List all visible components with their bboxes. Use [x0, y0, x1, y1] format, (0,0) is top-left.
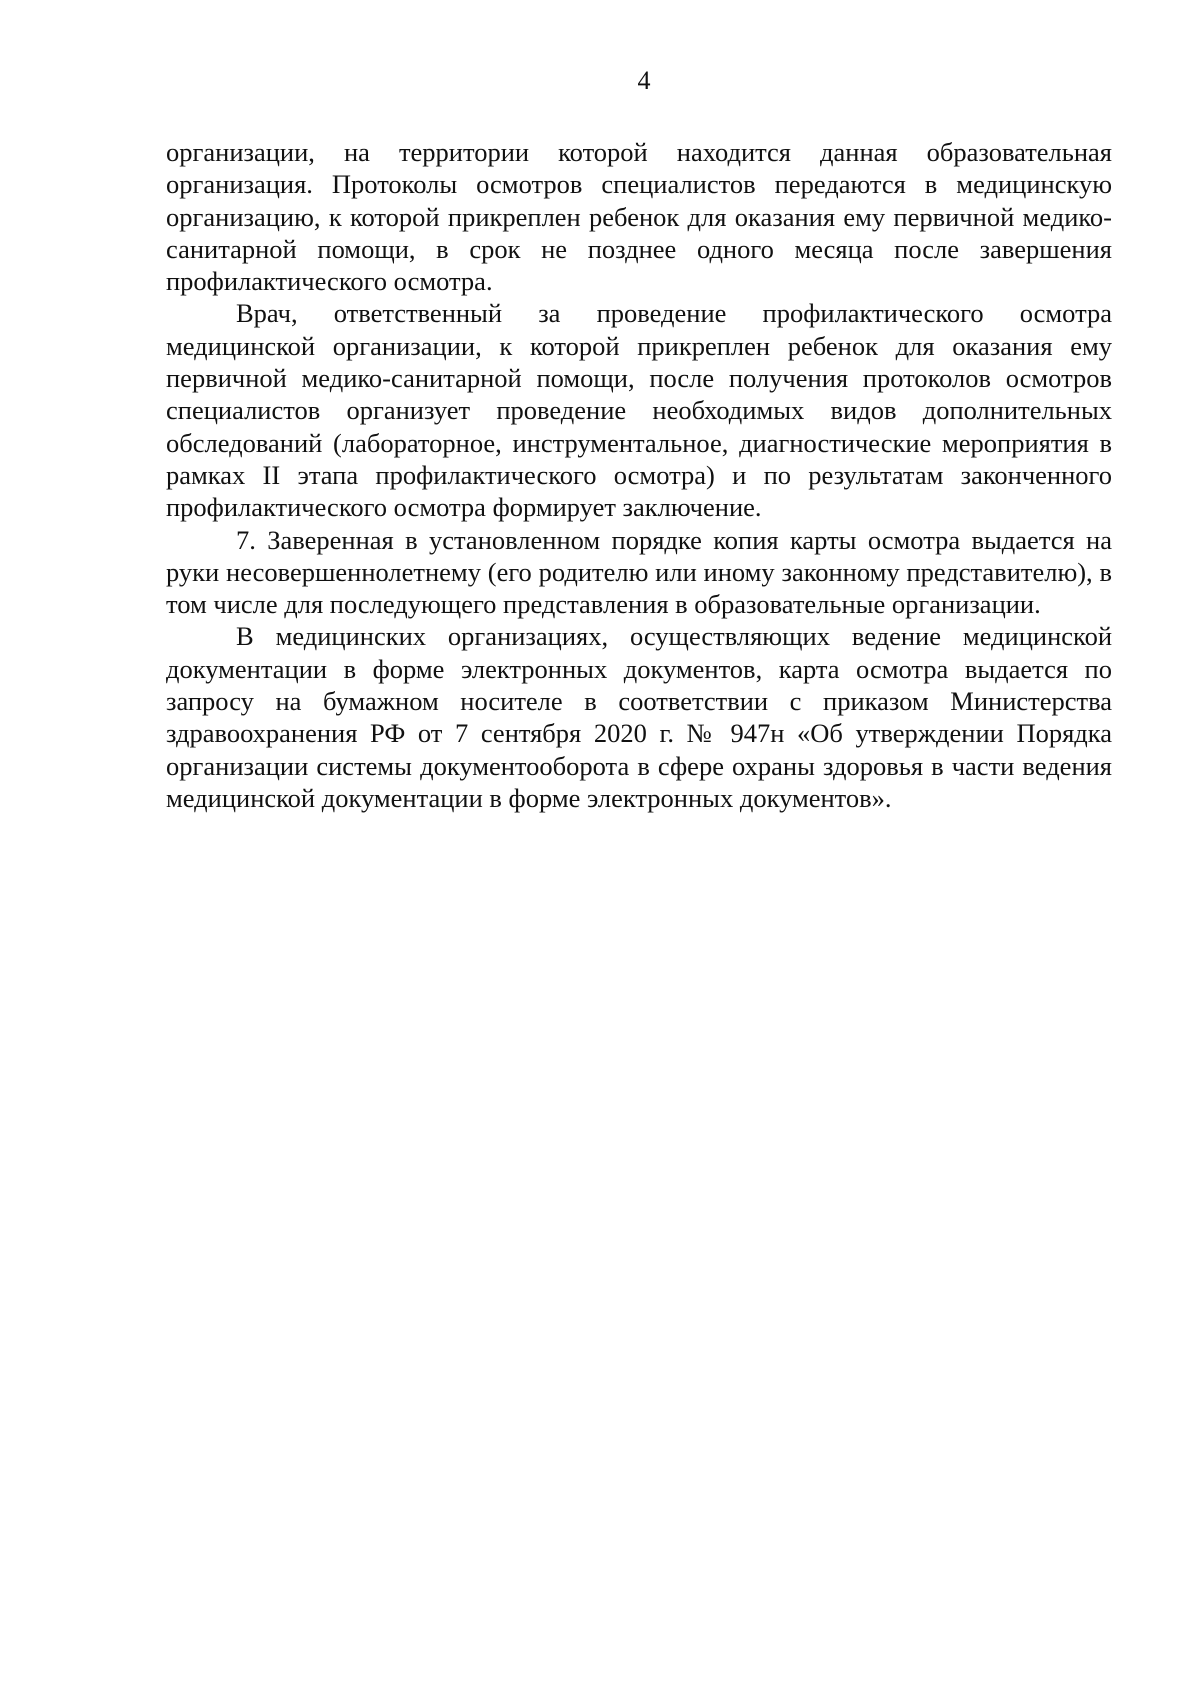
paragraph-1: организации, на территории которой находится данная образовательная организация. Протоколы осмотров специалистов передаются в медицинскую организацию, к которой прикреплен ребенок для оказания ему первичной медико-санитарной помощи, в срок не позднее одного месяца после завершения профилактического осмотра.: [166, 137, 1112, 297]
document-body: [166, 136, 1112, 814]
paragraph-4: В медицинских организациях, осуществляющих ведение медицинской документации в форме электронных документов, карта осмотра выдается по запросу на бумажном носителе в соответствии с приказом Министерства здравоохранения РФ от 7 сентября 2020 г. № 947н «Об утверждении Порядка организации системы документооборота в сфере охраны здоровья в части ведения медицинской документации в форме электронных документов».: [166, 621, 1112, 813]
page-number: 4: [637, 66, 651, 95]
paragraph-2: Врач, ответственный за проведение профилактического осмотра медицинской организации, к которой прикреплен ребенок для оказания ему первичной медико-санитарной помощи, после получения протоколов осмотров специалистов организует проведение необходимых видов дополнительных обследований (лабораторное, инструментальное, диагностические мероприятия в рамках II этапа профилактического осмотра) и по результатам законченного профилактического осмотра формирует заключение.: [166, 298, 1112, 523]
paragraph-3: 7. Заверенная в установленном порядке копия карты осмотра выдается на руки несовершеннолетнему (его родителю или иному законному представителю), в том числе для последующего представления в образовательные организации.: [166, 524, 1112, 620]
